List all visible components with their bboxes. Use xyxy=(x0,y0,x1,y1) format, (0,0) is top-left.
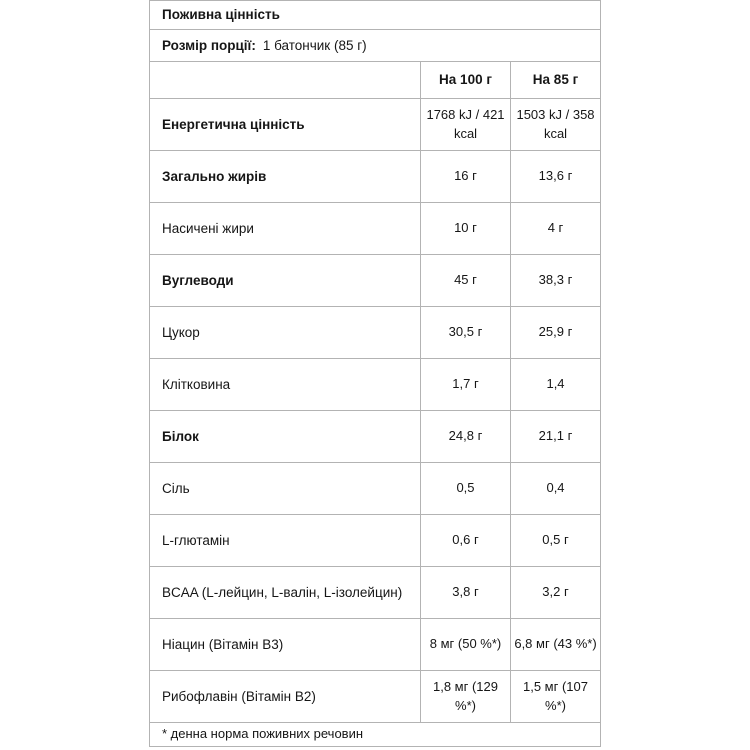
value-per-100g: 0,5 xyxy=(421,463,511,515)
value-per-100g: 45 г xyxy=(421,255,511,307)
value-per-85g: 21,1 г xyxy=(511,411,601,463)
table-row xyxy=(150,255,601,307)
table-row xyxy=(150,411,601,463)
value-per-85g: 1,5 мг (107 %*) xyxy=(511,671,601,723)
table-title: Поживна цінність xyxy=(150,1,601,30)
value-per-85g: 6,8 мг (43 %*) xyxy=(511,619,601,671)
value-per-100g: 1768 kJ / 421 kcal xyxy=(421,99,511,151)
table-row xyxy=(150,619,601,671)
value-per-85g: 1,4 xyxy=(511,359,601,411)
value-per-85g: 1503 kJ / 358 kcal xyxy=(511,99,601,151)
table-row xyxy=(150,99,601,151)
nutrient-name: Ніацин (Вітамін B3) xyxy=(150,619,421,671)
value-per-85g: 0,4 xyxy=(511,463,601,515)
nutrient-name: Клітковина xyxy=(150,359,421,411)
nutrient-name: Сіль xyxy=(150,463,421,515)
value-per-85g: 13,6 г xyxy=(511,151,601,203)
column-header-empty xyxy=(150,62,421,99)
table-row xyxy=(150,515,601,567)
table-row xyxy=(150,203,601,255)
table-row xyxy=(150,151,601,203)
value-per-100g: 24,8 г xyxy=(421,411,511,463)
table-row xyxy=(150,359,601,411)
table-row xyxy=(150,463,601,515)
nutrient-name: Цукор xyxy=(150,307,421,359)
value-per-100g: 0,6 г xyxy=(421,515,511,567)
value-per-100g: 16 г xyxy=(421,151,511,203)
nutrient-name: Насичені жири xyxy=(150,203,421,255)
value-per-85g: 3,2 г xyxy=(511,567,601,619)
value-per-100g: 1,7 г xyxy=(421,359,511,411)
value-per-85g: 0,5 г xyxy=(511,515,601,567)
serving-size-label: Розмір порції: xyxy=(162,37,256,53)
value-per-100g: 8 мг (50 %*) xyxy=(421,619,511,671)
footnote-row xyxy=(150,723,601,747)
nutrient-name: L-глютамін xyxy=(150,515,421,567)
footnote: * денна норма поживних речовин xyxy=(150,723,601,747)
nutrient-name: Загально жирів xyxy=(150,151,421,203)
column-header-per-100g: На 100 г xyxy=(421,62,511,99)
table-row xyxy=(150,567,601,619)
table-row xyxy=(150,307,601,359)
nutrient-name: BCAA (L-лейцин, L-валін, L-ізолейцин) xyxy=(150,567,421,619)
table-row xyxy=(150,671,601,723)
value-per-100g: 1,8 мг (129 %*) xyxy=(421,671,511,723)
nutrient-name: Вуглеводи xyxy=(150,255,421,307)
serving-size-cell xyxy=(150,30,601,62)
column-header-per-85g: На 85 г xyxy=(511,62,601,99)
column-header-row xyxy=(150,62,601,99)
serving-size-row xyxy=(150,30,601,62)
value-per-100g: 3,8 г xyxy=(421,567,511,619)
nutrient-name: Білок xyxy=(150,411,421,463)
value-per-85g: 38,3 г xyxy=(511,255,601,307)
nutrient-name: Рибофлавін (Вітамін B2) xyxy=(150,671,421,723)
nutrition-facts-table xyxy=(149,0,601,747)
value-per-85g: 4 г xyxy=(511,203,601,255)
serving-size-value: 1 батончик (85 г) xyxy=(262,37,367,53)
nutrient-name: Енергетична цінність xyxy=(150,99,421,151)
value-per-85g: 25,9 г xyxy=(511,307,601,359)
table-title-row xyxy=(150,1,601,30)
value-per-100g: 30,5 г xyxy=(421,307,511,359)
value-per-100g: 10 г xyxy=(421,203,511,255)
